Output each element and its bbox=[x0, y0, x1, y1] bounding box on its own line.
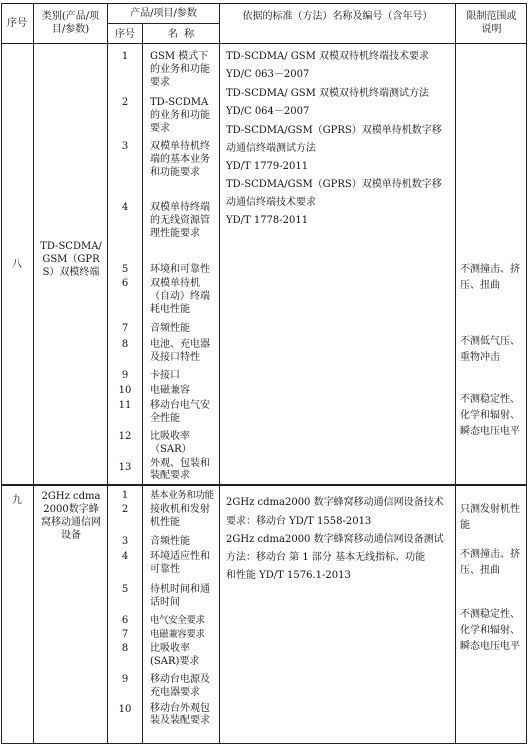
item-no: 9 bbox=[121, 674, 129, 685]
row-category: TD-SCDMA/GSM（GPRS）双模终端 bbox=[40, 241, 102, 278]
header-product-group: 产品/项目/参数 bbox=[130, 8, 197, 19]
item-no: 5 bbox=[121, 584, 129, 595]
row-seq: 九 bbox=[12, 495, 22, 506]
item-no: 3 bbox=[121, 536, 129, 547]
header-bottom-line bbox=[1, 43, 527, 44]
header-standard bbox=[220, 10, 455, 23]
limit-note: 不测稳定性、化学和辐射、瞬态电压电平 bbox=[460, 609, 520, 652]
header-category bbox=[34, 10, 107, 36]
col-divider bbox=[33, 3, 34, 744]
item-name: 电池、充电器及接口特性 bbox=[150, 339, 210, 363]
item-name: 双模单待机（自动）终端耗电性能 bbox=[150, 278, 210, 315]
item-name: 接收机和发射机性能 bbox=[150, 504, 210, 528]
standard-line: 要求：移动台 YD/T 1558-2013 bbox=[226, 516, 372, 527]
item-name: GSM 模式下的业务和功能要求 bbox=[150, 51, 210, 88]
header-limits bbox=[456, 10, 527, 36]
standard-line: YD/C 063－2007 bbox=[226, 69, 310, 80]
limit-note: 不测撞击、挤压、扭曲 bbox=[460, 264, 520, 291]
standard-line: 和性能 YD/T 1576.1-2013 bbox=[226, 570, 351, 581]
standard-line: YD/C 064－2007 bbox=[226, 106, 310, 117]
item-name: 待机时间和通话时间 bbox=[150, 584, 210, 608]
item-no: 4 bbox=[121, 202, 129, 213]
standard-line: YD/T 1779-2011 bbox=[226, 161, 309, 172]
item-name: 双模单待机终端的基本业务和功能要求 bbox=[150, 141, 210, 178]
header-sub-name: 名 称 bbox=[167, 29, 195, 40]
item-no: 7 bbox=[121, 323, 129, 334]
item-name: 电气安全要求 bbox=[150, 615, 205, 626]
item-name: 比吸收率（SAR） bbox=[150, 431, 192, 455]
item-no: 6 bbox=[121, 278, 129, 289]
item-name: 音频性能 bbox=[150, 323, 190, 334]
item-no: 3 bbox=[121, 141, 129, 152]
standard-line: 2GHz cdma2000 数字蜂窝移动通信网设备技术 bbox=[226, 497, 444, 508]
item-name: 双模单待终端的无线资源管理性能要求 bbox=[150, 202, 210, 239]
standard-line: YD/T 1778-2011 bbox=[226, 215, 309, 226]
standard-line: TD-SCDMA/GSM（GPRS）双模单待机数字移 bbox=[226, 179, 442, 190]
standard-line: TD-SCDMA/ GSM 双模双待机终端测试方法 bbox=[226, 88, 430, 99]
item-no: 6 bbox=[121, 615, 129, 626]
item-name: 电磁兼容要求 bbox=[150, 629, 205, 640]
standard-line: TD-SCDMA/ GSM 双模双待机终端技术要求 bbox=[226, 51, 430, 62]
standard-line: 方法：移动台 第 1 部分 基本无线指标、功能 bbox=[226, 552, 426, 563]
header-standard-text: 依据的标准（方法）名称及编号（含年号） bbox=[242, 11, 433, 22]
col-divider bbox=[142, 23, 143, 744]
item-name: 移动台电气安全性能 bbox=[150, 400, 210, 424]
col-divider bbox=[219, 3, 220, 744]
item-no: 13 bbox=[118, 462, 132, 473]
limit-note: 不测稳定性、化学和辐射、瞬态电压电平 bbox=[460, 394, 520, 437]
header-category-text: 类别(产品/项目/参数) bbox=[41, 11, 100, 35]
row-seq: 八 bbox=[12, 259, 22, 270]
item-name: 外观、包装和装配要求 bbox=[150, 458, 210, 481]
standard-line: TD-SCDMA/GSM（GPRS）双模单待机数字移 bbox=[226, 125, 442, 136]
standard-line: 2GHz cdma2000 数字蜂窝移动通信网设备测试 bbox=[226, 534, 444, 545]
item-no: 1 bbox=[121, 490, 129, 501]
item-no: 9 bbox=[121, 370, 129, 381]
item-no: 11 bbox=[118, 400, 132, 411]
item-name: 音频性能 bbox=[150, 536, 190, 547]
item-no: 7 bbox=[121, 629, 129, 640]
item-name: TD-SCDMA 的业务和功能要求 bbox=[150, 97, 210, 134]
item-no: 10 bbox=[118, 385, 132, 396]
limit-note: 不测低气压、重物冲击 bbox=[460, 336, 520, 363]
item-no: 5 bbox=[121, 264, 129, 275]
col-divider bbox=[455, 3, 456, 744]
item-name: 电磁兼容 bbox=[150, 385, 190, 396]
item-no: 8 bbox=[121, 339, 129, 350]
item-name: 环境适应性和可靠性 bbox=[150, 551, 210, 575]
row-divider bbox=[1, 484, 527, 486]
limit-note: 只测发射机性能 bbox=[460, 504, 520, 531]
header-limits-text: 限制范围或说明 bbox=[466, 11, 517, 35]
header-seq: 序号 bbox=[7, 18, 27, 29]
item-no: 2 bbox=[121, 97, 129, 108]
item-no: 8 bbox=[121, 643, 129, 654]
item-no: 2 bbox=[121, 504, 129, 515]
item-name: 卡接口 bbox=[150, 370, 180, 381]
item-no: 1 bbox=[121, 51, 129, 62]
item-name: 移动台电源及充电器要求 bbox=[150, 674, 210, 698]
header-sub-seq: 序号 bbox=[115, 29, 135, 40]
item-name: 基本业务和功能 bbox=[150, 490, 214, 501]
item-no: 4 bbox=[121, 551, 129, 562]
item-name: 比吸收率(SAR)要求 bbox=[150, 643, 200, 667]
item-name: 环境和可靠性 bbox=[150, 264, 210, 275]
standard-line: 动通信终端测试方法 bbox=[226, 143, 316, 154]
limit-note: 不测撞击、挤压、扭曲 bbox=[460, 549, 520, 576]
row-divider bbox=[107, 23, 219, 24]
row-category: 2GHz cdma2000数字蜂窝移动通信网设备 bbox=[41, 491, 101, 541]
item-no: 12 bbox=[118, 431, 132, 442]
standard-line: 动通信终端技术要求 bbox=[226, 197, 316, 208]
item-name: 移动台外观包装及装配要求 bbox=[150, 703, 210, 726]
item-no: 10 bbox=[118, 704, 132, 715]
